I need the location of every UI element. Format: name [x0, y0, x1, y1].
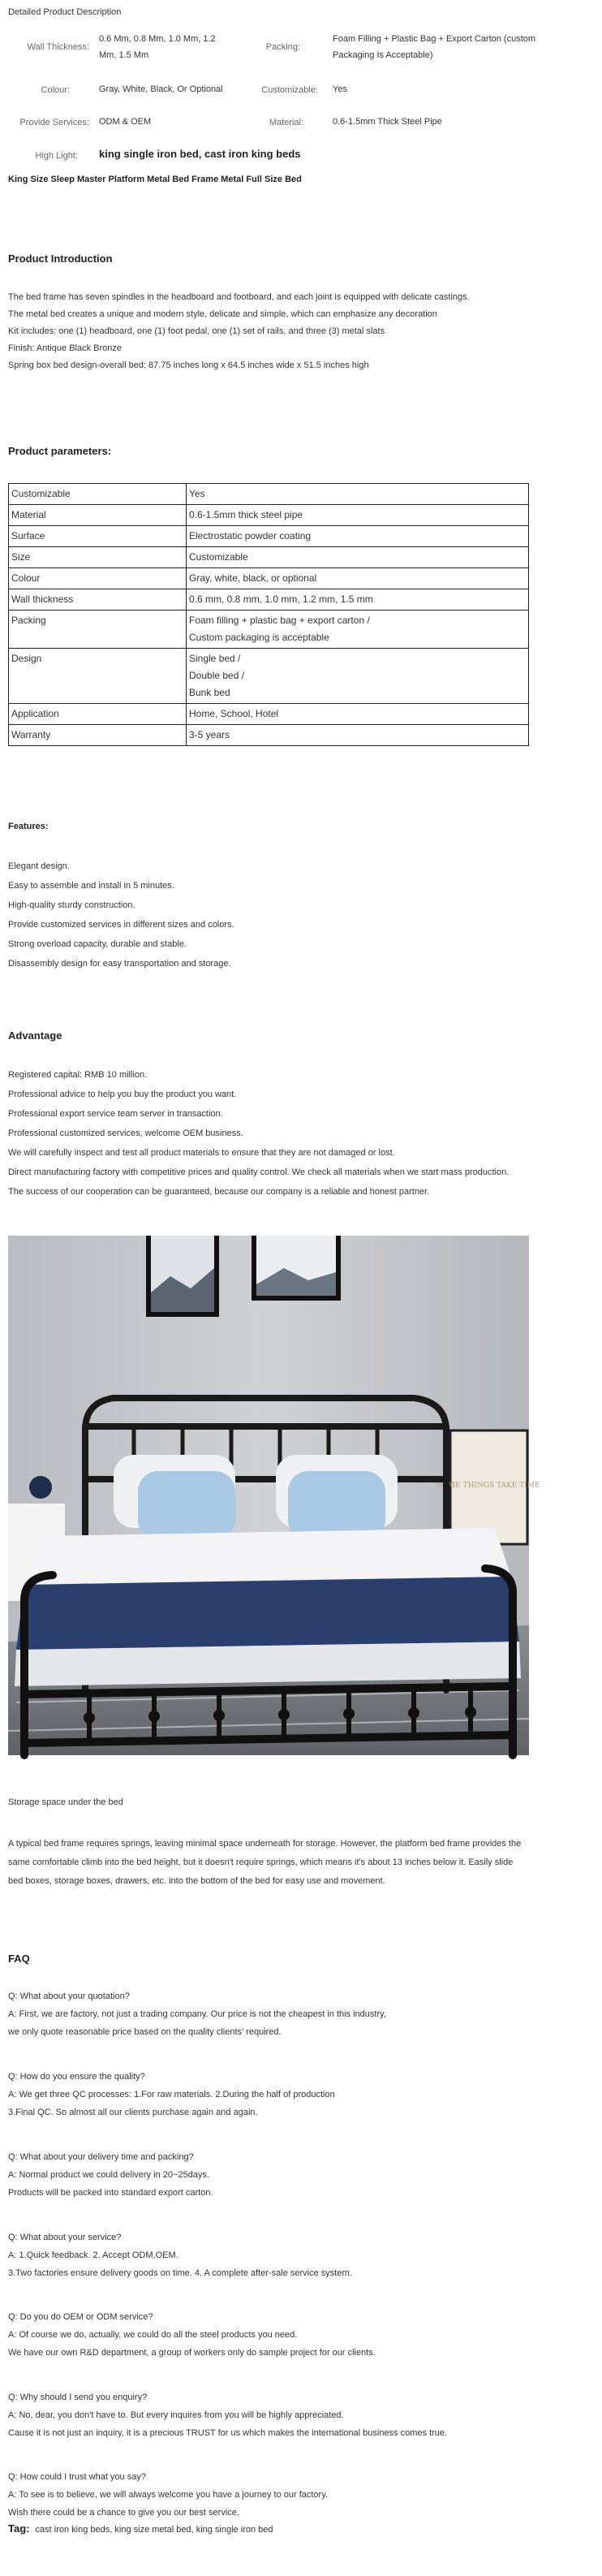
param-value [187, 725, 529, 746]
wall-thickness-value-line: Mm, 1.5 Mm [99, 50, 149, 60]
faq-item [8, 2148, 213, 2202]
param-value [187, 568, 529, 589]
faq-item [8, 2388, 447, 2442]
param-value-line: Custom packaging is acceptable [189, 632, 329, 643]
faq-question: Q: What about your quotation? [8, 1991, 130, 2001]
feature-item: Elegant design. [8, 861, 70, 871]
intro-heading: Product Introduction [8, 252, 113, 265]
highlight-value: king single iron bed, cast iron king beds [99, 148, 301, 160]
table-row [9, 611, 529, 649]
packing-value-line: Packaging Is Acceptable) [333, 50, 433, 60]
tag-label: Tag: [8, 2522, 30, 2535]
param-value [187, 547, 529, 568]
customizable-label: Customizable: [261, 85, 318, 95]
storage-line: A typical bed frame requires springs, leaving minimal space underneath for storage. However, the platform bed frame provides the [8, 1839, 522, 1849]
advantage-item: Registered capital: RMB 10 million. [8, 1070, 148, 1080]
feature-item: Easy to assemble and install in 5 minutes. [8, 881, 174, 891]
storage-line: same comfortable climb into the bed height, but it doesn't require springs, which means it's about 13 inches below it. Easily slide [8, 1858, 514, 1867]
param-value-line: 3-5 years [189, 729, 230, 740]
packing-label: Packing: [265, 42, 300, 52]
param-key: Customizable [9, 484, 187, 505]
param-value-line: Yes [189, 488, 205, 499]
tag-bar [8, 2522, 273, 2535]
detailed-description-title: Detailed Product Description [8, 7, 122, 17]
table-row [9, 526, 529, 547]
faq-answer: A: To see is to believe, we will always welcome you have a journey to our factory. [8, 2490, 328, 2500]
packing-value [333, 31, 568, 63]
param-value [187, 704, 529, 725]
table-row [9, 704, 529, 725]
param-value-line: Bunk bed [189, 687, 230, 698]
faq-answer: A: No, dear, you don't have to. But every inquires from you will be highly appreciated. [8, 2410, 344, 2420]
param-value-line: 0.6 mm, 0.8 mm, 1.0 mm, 1.2 mm, 1.5 mm [189, 593, 373, 605]
faq-question: Q: Why should I send you enquiry? [8, 2393, 148, 2402]
param-value [187, 526, 529, 547]
param-key: Wall thickness [9, 589, 187, 611]
colour-label: Colour: [41, 85, 70, 95]
faq-answer: A: We get three QC processes: 1.For raw materials. 2.During the half of production [8, 2090, 335, 2099]
advantage-list [8, 1065, 576, 1202]
advantage-item: Professional advice to help you buy the product you want. [8, 1090, 237, 1099]
faq-answer: we only quote reasonable price based on the quality clients' required. [8, 2027, 282, 2037]
services-value: ODM & OEM [99, 117, 152, 127]
faq-question: Q: How do you ensure the quality? [8, 2072, 145, 2082]
poster-art-text: SOME THINGS TAKE TIME [436, 1482, 540, 1490]
customizable-value: Yes [333, 84, 347, 94]
table-row [9, 725, 529, 746]
features-list [8, 857, 576, 973]
table-row [9, 547, 529, 568]
faq-answer: We have our own R&D department, a group of workers only do sample project for our clients. [8, 2348, 376, 2358]
advantage-item: We will carefully inspect and test all product materials to ensure that they are not damaged or lost. [8, 1148, 395, 1158]
faq-answer: Cause it is not just an inquiry, it is a precious TRUST for us which makes the international business comes true. [8, 2428, 448, 2438]
param-value-line: Gray, white, black, or optional [189, 572, 317, 584]
advantage-item: The success of our cooperation can be guaranteed, because our company is a reliable and honest partner. [8, 1187, 430, 1197]
product-name: King Size Sleep Master Platform Metal Bed Frame Metal Full Size Bed [8, 175, 302, 184]
faq-answer: A: First, we are factory, not just a trading company. Our price is not the cheapest in this industry, [8, 2009, 386, 2019]
faq-item [8, 2229, 352, 2282]
tag-link[interactable]: king single iron bed [196, 2525, 273, 2535]
intro-line: Spring box bed design-overall bed: 87.75 inches long x 64.5 inches wide x 51.5 inches high [8, 360, 369, 370]
param-key: Design [9, 649, 187, 704]
param-key: Material [9, 505, 187, 526]
table-row [9, 649, 529, 704]
faq-answer: 3.Two factories ensure delivery goods on time. 4. A complete after-sale service system. [8, 2268, 352, 2278]
faq-answer: A: 1.Quick feedback. 2. Accept ODM,OEM. [8, 2250, 178, 2260]
faq-question: Q: What about your delivery time and packing? [8, 2152, 194, 2162]
wall-thickness-label: Wall Thickness: [27, 42, 89, 52]
material-value: 0.6-1.5mm Thick Steel Pipe [333, 117, 442, 127]
param-value [187, 484, 529, 505]
features-heading: Features: [8, 822, 49, 831]
wall-thickness-value-line: 0.6 Mm, 0.8 Mm, 1.0 Mm, 1.2 [99, 34, 216, 44]
advantage-item: Direct manufacturing factory with competitive prices and quality control. We check all materials when we start mass production. [8, 1167, 510, 1177]
faq-item [8, 2068, 335, 2121]
feature-item: Disassembly design for easy transportation and storage. [8, 959, 231, 969]
feature-item: Strong overload capacity, durable and stable. [8, 939, 187, 949]
param-value-line: Electrostatic powder coating [189, 530, 312, 542]
faq-answer: A: Normal product we could delivery in 20~25days. [8, 2170, 209, 2180]
services-label: Provide Services: [19, 118, 89, 127]
advantage-heading: Advantage [8, 1029, 62, 1042]
tag-link[interactable]: cast iron king beds [35, 2525, 110, 2535]
params-table [8, 483, 529, 746]
intro-line: The metal bed creates a unique and modern style, delicate and simple, which can emphasize any decoration [8, 309, 437, 319]
wall-thickness-value [99, 31, 245, 63]
tag-separator: , [191, 2525, 196, 2535]
feature-item: Provide customized services in different sizes and colors. [8, 920, 234, 930]
faq-answer: Products will be packed into standard export carton. [8, 2188, 213, 2198]
faq-item [8, 2308, 376, 2362]
table-row [9, 505, 529, 526]
faq-question: Q: What about your service? [8, 2233, 122, 2242]
param-value [187, 589, 529, 611]
storage-paragraph [8, 1835, 576, 1891]
param-value [187, 611, 529, 649]
faq-answer: Wish there could be a chance to give you our best service. [8, 2508, 239, 2518]
param-value-line: Double bed / [189, 670, 245, 681]
table-row [9, 568, 529, 589]
tag-link[interactable]: king size metal bed [114, 2525, 191, 2535]
colour-value: Gray, White, Black, Or Optional [99, 84, 223, 94]
faq-item [8, 2468, 328, 2522]
intro-line: The bed frame has seven spindles in the headboard and footboard, and each joint is equipped with delicate castings. [8, 292, 470, 302]
param-key: Size [9, 547, 187, 568]
param-value-line: Single bed / [189, 653, 241, 664]
faq-item [8, 1987, 386, 2041]
param-value-line: Customizable [189, 551, 248, 563]
advantage-item: Professional export service team server in transaction. [8, 1109, 223, 1119]
storage-line: bed boxes, storage boxes, drawers, etc. into the bottom of the bed for easy use and movement. [8, 1876, 385, 1886]
intro-line: Finish: Antique Black Bronze [8, 343, 123, 353]
tag-separator: , [110, 2525, 115, 2535]
feature-item: High-quality sturdy construction. [8, 900, 135, 910]
faq-question: Q: How could I trust what you say? [8, 2472, 146, 2482]
faq-heading: FAQ [8, 1952, 30, 1965]
highlight-label: High Light: [35, 151, 78, 161]
material-label: Material: [269, 118, 303, 127]
faq-answer: A: Of course we do, actually, we could do all the steel products you need. [8, 2330, 298, 2340]
faq-question: Q: Do you do OEM or ODM service? [8, 2312, 153, 2322]
intro-line: Kit includes: one (1) headboard, one (1) foot pedal, one (1) set of rails, and three (3) metal slats [8, 326, 385, 336]
product-photo [8, 1236, 540, 1755]
advantage-item: Professional customized services, welcome OEM business. [8, 1128, 243, 1138]
param-value [187, 649, 529, 704]
table-row [9, 484, 529, 505]
param-key: Packing [9, 611, 187, 649]
param-value-line: Foam filling + plastic bag + export carton / [189, 615, 370, 626]
param-value-line: 0.6-1.5mm thick steel pipe [189, 509, 303, 520]
intro-paragraph [8, 289, 576, 374]
table-row [9, 589, 529, 611]
param-key: Warranty [9, 725, 187, 746]
param-key: Surface [9, 526, 187, 547]
storage-heading: Storage space under the bed [8, 1797, 123, 1807]
param-key: Application [9, 704, 187, 725]
faq-answer: 3.Final QC. So almost all our clients purchase again and again. [8, 2108, 258, 2117]
packing-value-line: Foam Filling + Plastic Bag + Export Carton (custom [333, 34, 536, 44]
param-value [187, 505, 529, 526]
params-heading: Product parameters: [8, 445, 112, 457]
param-value-line: Home, School, Hotel [189, 708, 279, 719]
param-key: Colour [9, 568, 187, 589]
